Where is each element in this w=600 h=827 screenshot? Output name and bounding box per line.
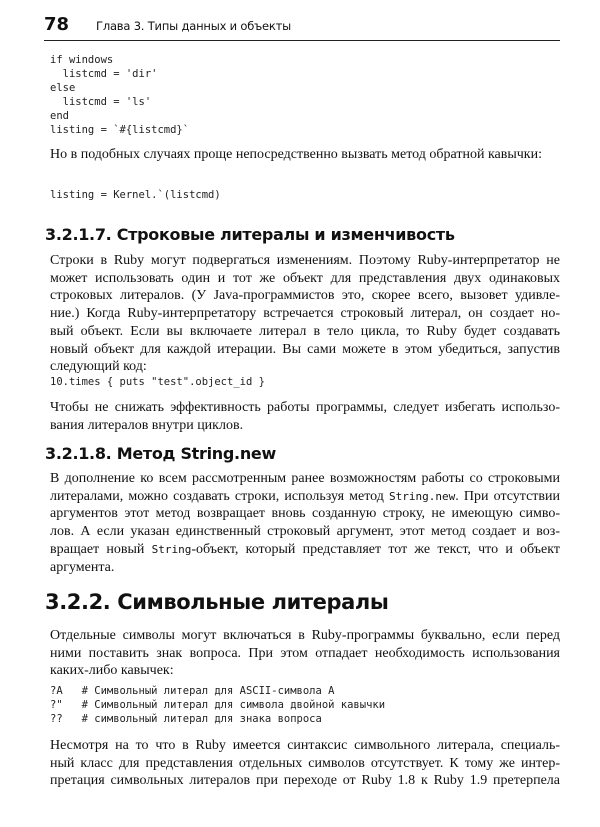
running-title: Глава 3. Типы данных и объекты	[96, 19, 292, 33]
inline-code: String.new	[389, 489, 456, 503]
text-line: может использовать один и тот же объект для представления двух одинаковых	[50, 270, 560, 286]
text-line: следующий код:	[50, 359, 147, 375]
text-line	[50, 488, 560, 506]
paragraph-efficiency	[50, 399, 560, 434]
page-number: 78	[44, 14, 70, 35]
text-line: Чтобы не снижать эффективность работы программы, следует избегать использо-	[50, 400, 560, 415]
text-line: вания литералов внутри циклов.	[50, 417, 244, 433]
page-header	[44, 14, 560, 41]
text-line: Но в подобных случаях проще непосредственно вызвать метод обратной кавычки:	[50, 147, 542, 162]
text-line: вый объект. Если вы включаете литерал в тело цикла, то Ruby будет создавать	[50, 323, 560, 339]
text-line: новый объект для каждой итерации. Вы сами можете в этом убедиться, запустив	[50, 341, 560, 357]
text-line	[50, 541, 560, 559]
text-line: ние.) Когда Ruby-интерпретатору встречается строковый литерал, он создает но-	[50, 306, 560, 322]
text-line: Отдельные символы могут включаться в Ruby-программы буквально, если перед	[50, 628, 560, 643]
text-line: строковых литералов. (У Java-программистов это, скорее всего, вызовет удивле-	[50, 288, 560, 304]
paragraph-mutability	[50, 252, 560, 376]
text-line: ними поставить знак вопроса. При этом отпадает необходимость использования	[50, 645, 560, 661]
text-fragment: вращает новый	[50, 541, 152, 557]
text-fragment: . При отсутствии	[455, 488, 561, 504]
text-line: ный класс для представления отдельных символов отсутствует. К тому же интер-	[50, 755, 560, 771]
text-line: Строки в Ruby могут подвергаться изменениям. Поэтому Ruby-интерпретатор не	[50, 253, 560, 268]
text-line: претация символьных литералов при переходе от Ruby 1.8 к Ruby 1.9 претерпела	[50, 773, 560, 789]
text-fragment: литералами, можно создавать строки, используя метод	[50, 488, 390, 504]
heading-322: 3.2.2. Символьные литералы	[45, 590, 389, 614]
paragraph-char-class	[50, 737, 560, 790]
heading-3217: 3.2.1.7. Строковые литералы и изменчивость	[45, 225, 455, 244]
inline-code: String	[151, 542, 192, 556]
code-listing-listcmd: if windows listcmd = 'dir' else listcmd = 'ls' end listing = `#{listcmd}`	[50, 54, 190, 136]
text-line: В дополнение ко всем рассмотренным ранее возможностям работы со строковыми	[50, 471, 560, 486]
code-listing-char-literals: ?A # Символьный литерал для ASCII-символа A ?" # Символьный литерал для символа двойной кавычки ?? # символьный литерал для знака вопроса	[50, 685, 386, 725]
paragraph-backquote	[50, 146, 560, 164]
code-listing-object-id: 10.times { puts "test".object_id }	[50, 376, 265, 388]
text-line: Несмотря на то что в Ruby имеется синтаксис символьного литерала, специаль-	[50, 738, 560, 753]
text-line: аргументов этот метод возвращает вновь созданную строку, не имеющую симво-	[50, 506, 560, 522]
text-line: каких-либо кавычек:	[50, 663, 174, 679]
heading-3218: 3.2.1.8. Метод String.new	[45, 444, 276, 463]
text-fragment: -объект, который представляет тот же текст, что и объект	[191, 541, 561, 557]
code-listing-kernel: listing = Kernel.`(listcmd)	[50, 189, 221, 201]
paragraph-char-literals	[50, 627, 560, 680]
text-line: лов. А если указан единственный строковый аргумент, этот метод создает и воз-	[50, 524, 560, 540]
paragraph-string-new	[50, 470, 560, 576]
text-line: аргумента.	[50, 559, 115, 575]
